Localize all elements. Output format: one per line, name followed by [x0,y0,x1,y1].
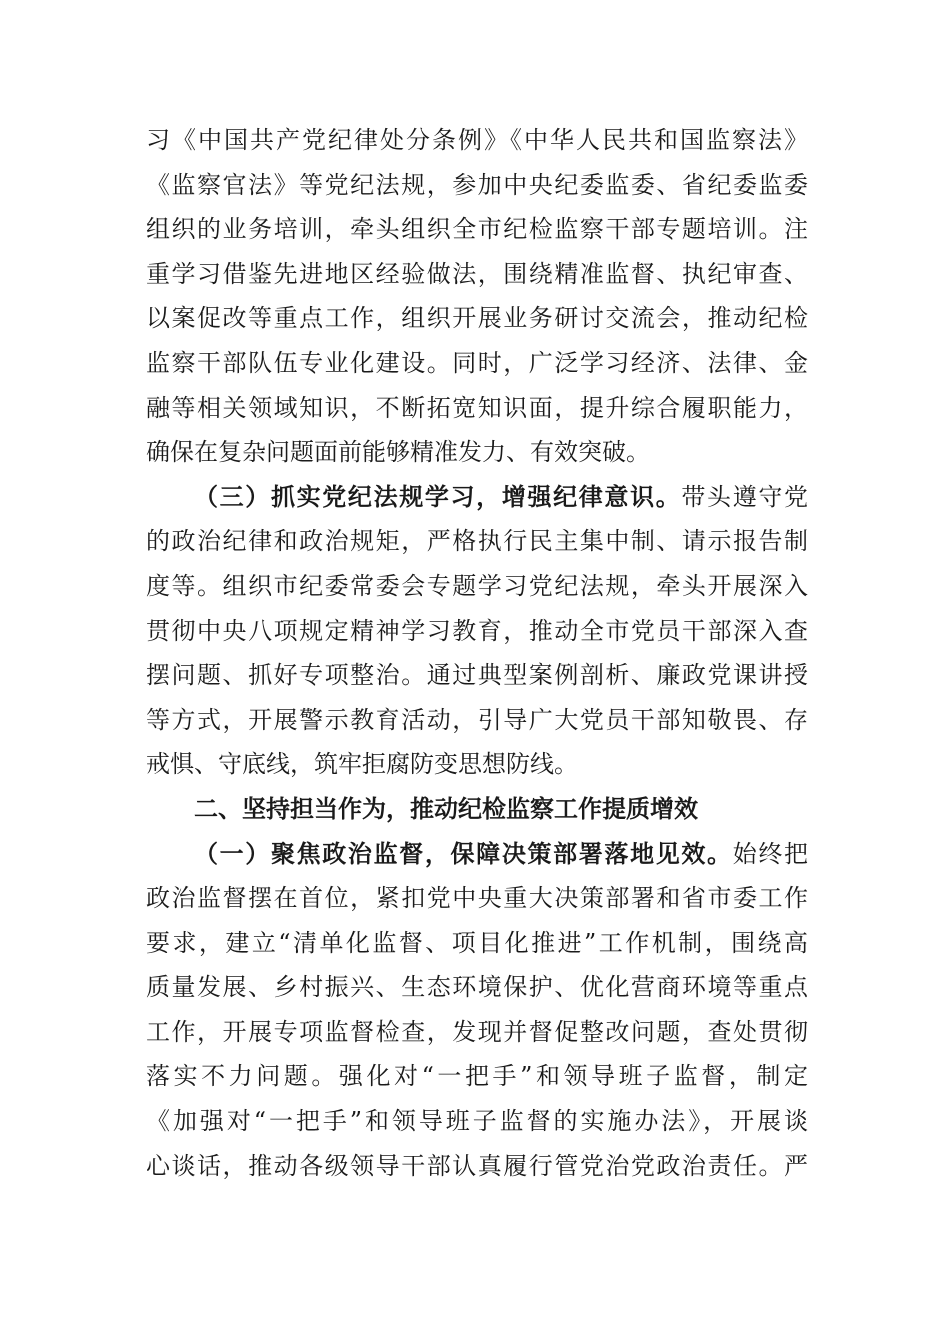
text-line: 要求，建立“清单化监督、项目化推进”工作机制，围绕高 [146,928,808,957]
section-heading: 二、坚持担当作为，推动纪检监察工作提质增效 [194,794,698,823]
text-line: 质量发展、乡村振兴、生态环境保护、优化营商环境等重点 [146,973,808,1002]
text-line: 心谈话，推动各级领导干部认真履行管党治党政治责任。严 [146,1151,808,1180]
paragraph-discipline-study [146,475,808,787]
text-line: 度等。组织市纪委常委会专题学习党纪法规，牵头开展深入 [146,571,808,600]
text-line: 确保在复杂问题面前能够精准发力、有效突破。 [146,438,650,467]
document-body [146,118,808,1188]
paragraph-first-line [146,475,808,520]
text-line: 贯彻中央八项规定精神学习教育，推动全市党员干部深入查 [146,616,808,645]
paragraph-first-line [146,832,808,877]
text-line: 摆问题、抓好专项整治。通过典型案例剖析、廉政党课讲授 [146,661,808,690]
text-line: 习《中国共产党纪律处分条例》《中华人民共和国监察法》 [146,126,808,154]
text-line: 的政治纪律和政治规矩，严格执行民主集中制、请示报告制 [146,527,808,556]
paragraph-lead-title: （一）聚焦政治监督，保障决策部署落地见效。 [194,838,733,868]
text-line: 《加强对“一把手”和领导班子监督的实施办法》，开展谈 [146,1107,808,1136]
text-line: 监察干部队伍专业化建设。同时，广泛学习经济、法律、金 [146,348,808,377]
paragraph-lead-title: （三）抓实党纪法规学习，增强纪律意识。 [194,481,682,511]
text-line: 政治监督摆在首位，紧扣党中央重大决策部署和省市委工作 [146,884,808,913]
text-line: 《监察官法》等党纪法规，参加中央纪委监委、省纪委监委 [146,170,808,199]
text-line: 工作，开展专项监督检查，发现并督促整改问题，查处贯彻 [146,1017,808,1046]
text-line: 戒惧、守底线，筑牢拒腐防变思想防线。 [146,750,578,779]
paragraph-political-supervision [146,832,808,1189]
text-line: 融等相关领域知识，不断拓宽知识面，提升综合履职能力， [146,393,808,422]
text-line: 等方式，开展警示教育活动，引导广大党员干部知敬畏、存 [146,705,808,734]
paragraph-lead-rest: 带头遵守党 [681,482,808,511]
text-line: 组织的业务培训，牵头组织全市纪检监察干部专题培训。注 [146,215,808,244]
paragraph-lead-rest: 始终把 [732,839,808,868]
text-line: 重学习借鉴先进地区经验做法，围绕精准监督、执纪审查、 [146,259,808,288]
text-line: 以案促改等重点工作，组织开展业务研讨交流会，推动纪检 [146,304,808,333]
paragraph-training [146,118,808,475]
text-line: 落实不力问题。强化对“一把手”和领导班子监督，制定 [146,1062,808,1091]
